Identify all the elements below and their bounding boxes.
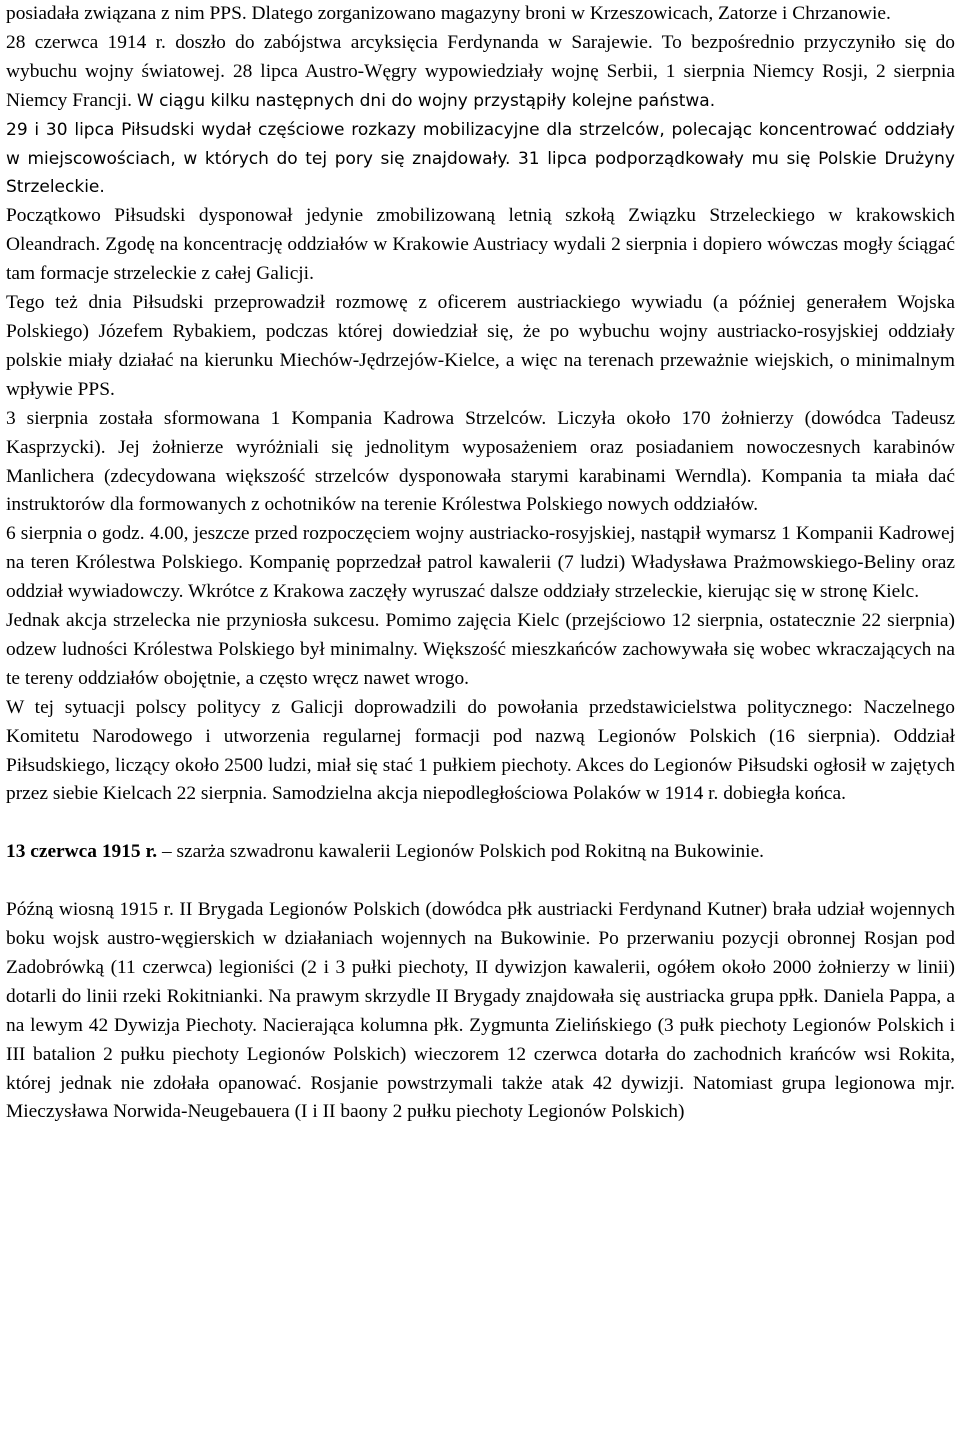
blank-line: [6, 809, 955, 838]
paragraph: [6, 29, 955, 116]
blank-line: [6, 867, 955, 896]
paragraph: [6, 607, 955, 694]
paragraph-text: Jednak akcja strzelecka nie przyniosła sukcesu. Pomimo zajęcia Kielc (przejściowo 12 sierpnia, ostatecznie 22 sierpnia) odzew ludności Królestwa Polskiego był minimalny. Większość mieszkańców zachowywała się wobec wkraczających na te tereny oddziałów obojętnie, a często wręcz nawet wrogo.: [6, 610, 955, 689]
paragraph: [6, 838, 955, 867]
paragraph-text: 3 sierpnia została sformowana 1 Kompania Kadrowa Strzelców. Liczyła około 170 żołnierzy (dowódca Tadeusz Kasprzycki). Jej żołnierze wyróżniali się jednolitym wyposażeniem oraz posiadaniem nowoczesnych karabinów Manlichera (zdecydowana większość strzelców dysponowała starymi karabinami Werndla). Kompania ta miała dać instruktorów dla formowanych z ochotników na terenie Królestwa Polskiego nowych oddziałów.: [6, 407, 955, 516]
paragraph-text: – szarża szwadronu kawalerii Legionów Polskich pod Rokitną na Bukowinie.: [157, 841, 765, 863]
paragraph: [6, 289, 955, 405]
paragraph-text: Późną wiosną 1915 r. II Brygada Legionów Polskich (dowódca płk austriacki Ferdynand Kutner) brała udział wojennych boku wojsk austro-węgierskich w działaniach wojennych na Bukowinie. Po przerwaniu pozycji obronnej Rosjan pod Zadobrówką (11 czerwca) legioniści (2 i 3 pułki piechoty, II dywizjon kawalerii, ogółem około 2000 żołnierzy w linii) dotarli do linii rzeki Rokitnianki. Na prawym skrzydle II Brygady znajdowała się austriacka grupa ppłk. Daniela Pappa, a na lewym 42 Dywizja Piechoty. Nacierająca kolumna płk. Zygmunta Zielińskiego (3 pułk piechoty Legionów Polskich i III batalion 2 pułku piechoty Legionów Polskich) wieczorem 12 czerwca dotarła do zachodnich krańców wsi Rokita, której jednak nie zdołała opanować. Rosjanie powstrzymali także atak 42 dywizji. Natomiast grupa legionowa mjr. Mieczysława Norwida-Neugebauera (I i II baony 2 pułku piechoty Legionów Polskich): [6, 899, 955, 1123]
paragraph-text: Początkowo Piłsudski dysponował jedynie zmobilizowaną letnią szkołą Związku Strzeleckiego w krakowskich Oleandrach. Zgodę na koncentrację oddziałów w Krakowie Austriacy wydali 2 sierpnia i dopiero wówczas mogły ściągać tam formacje strzeleckie z całej Galicji.: [6, 205, 955, 285]
paragraph-text: W tej sytuacji polscy politycy z Galicji doprowadzili do powołania przedstawicielstwa politycznego: Naczelnego Komitetu Narodowego i utworzenia regularnej formacji pod nazwą Legionów Polskich (16 sierpnia). Oddział Piłsudskiego, liczący około 2500 ludzi, miał się stać 1 pułkiem piechoty. Akces do Legionów Piłsudski ogłosił w zajętych przez siebie Kielcach 22 sierpnia. Samodzielna akcja niepodległościowa Polaków w 1914 r. dobiegła końca.: [6, 696, 955, 805]
paragraph: [6, 0, 955, 29]
paragraph: [6, 202, 955, 289]
paragraph-text: W ciągu kilku następnych dni do wojny przystąpiły kolejne państwa.: [136, 90, 716, 111]
paragraph: [6, 116, 955, 203]
paragraph-text: Tego też dnia Piłsudski przeprowadził rozmowę z oficerem austriackiego wywiadu (a później generałem Wojska Polskiego) Józefem Rybakiem, podczas której dowiedział się, że po wybuchu wojny austriacko-rosyjskiej oddziały polskie miały działać na kierunku Miechów-Jędrzejów-Kielce, a więc na terenach przeważnie wiejskich, o minimalnym wpływie PPS.: [6, 292, 955, 400]
paragraph-text: posiadała związana z nim PPS. Dlatego zorganizowano magazyny broni w Krzeszowicach, Zatorze i Chrzanowie.: [6, 3, 891, 24]
document-page: [6, 0, 955, 1127]
paragraph-text: 6 sierpnia o godz. 4.00, jeszcze przed rozpoczęciem wojny austriacko-rosyjskiej, nastąpił wymarsz 1 Kompanii Kadrowej na teren Królestwa Polskiego. Kompanię poprzedzał patrol kawalerii (7 ludzi) Władysława Prażmowskiego-Beliny oraz oddział wywiadowczy. Wkrótce z Krakowa zaczęły wyruszać dalsze oddziały strzeleckie, kierując się w stronę Kielc.: [6, 523, 955, 603]
paragraph: [6, 520, 955, 607]
paragraph-heading-date: 13 czerwca 1915 r.: [6, 841, 158, 863]
paragraph: [6, 694, 955, 810]
paragraph-text: 29 i 30 lipca Piłsudski wydał częściowe rozkazy mobilizacyjne dla strzelców, polecając koncentrować oddziały w miejscowościach, w których do tej pory się znajdowały. 31 lipca podporządkowały mu się Polskie Drużyny Strzeleckie.: [6, 119, 955, 198]
paragraph-text: 28 czerwca 1914 r. doszło do zabójstwa arcyksięcia Ferdynanda w Sarajewie. To bezpośrednio przyczyniło się do wybuchu wojny światowej. 28 lipca Austro-Węgry wypowiedziały wojnę Serbii, 1 sierpnia Niemcy Rosji, 2 sierpnia Niemcy Francji.: [6, 31, 955, 111]
paragraph: [6, 896, 955, 1127]
paragraph: [6, 405, 955, 521]
